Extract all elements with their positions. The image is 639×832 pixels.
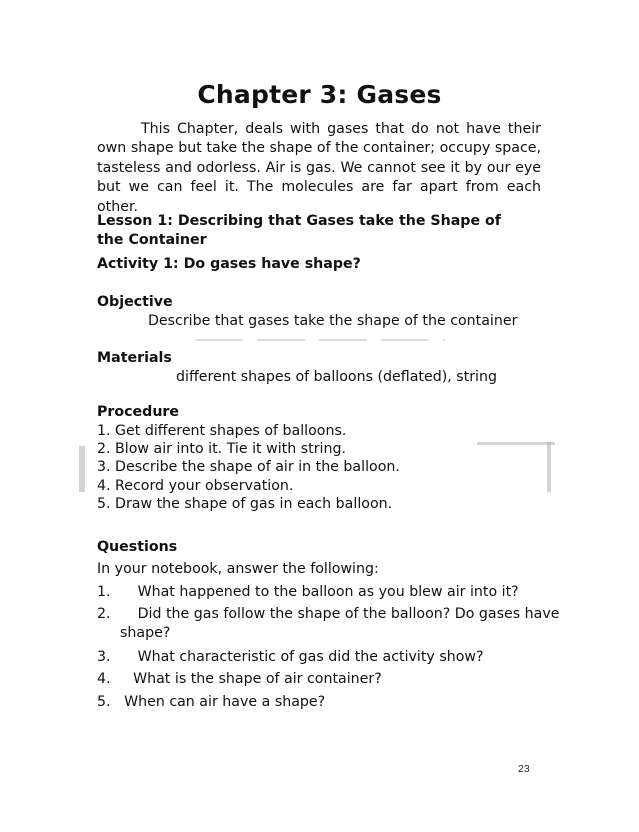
intro-paragraph: This Chapter, deals with gases that do not have their own shape but take the shape of the container; occupy space, tasteless and odorless. Air is gas. We cannot see it by our eye but we can feel it. The molecules are far apart from each other. [97, 121, 541, 215]
question-item: 4. What is the shape of air container? [97, 671, 382, 687]
question-item: 1. What happened to the balloon as you blew air into it? [97, 584, 519, 600]
procedure-heading: Procedure [97, 404, 180, 420]
objective-text: Describe that gases take the shape of the container [148, 313, 518, 329]
activity-heading: Activity 1: Do gases have shape? [97, 256, 361, 272]
page-title: Chapter 3: Gases [197, 80, 442, 109]
lesson-heading: Lesson 1: Describing that Gases take the Shape of the Container [97, 213, 501, 248]
materials-text: different shapes of balloons (deflated), string [176, 369, 497, 385]
questions-heading: Questions [97, 539, 178, 555]
questions-instruction: In your notebook, answer the following: [97, 561, 379, 577]
question-item: 3. What characteristic of gas did the activity show? [97, 649, 484, 665]
page-number: 23 [518, 763, 530, 775]
procedure-step: 4. Record your observation. [97, 478, 294, 494]
faint-scan-line [195, 339, 445, 341]
procedure-step: 2. Blow air into it. Tie it with string. [97, 441, 346, 457]
objective-heading: Objective [97, 294, 173, 310]
procedure-step: 5. Draw the shape of gas in each balloon. [97, 496, 393, 512]
procedure-step: 1. Get different shapes of balloons. [97, 423, 347, 439]
materials-heading: Materials [97, 350, 172, 366]
question-item: 2. Did the gas follow the shape of the balloon? Do gases have shape? [97, 606, 560, 641]
question-item: 5. When can air have a shape? [97, 694, 326, 710]
procedure-step: 3. Describe the shape of air in the balloon. [97, 459, 400, 475]
